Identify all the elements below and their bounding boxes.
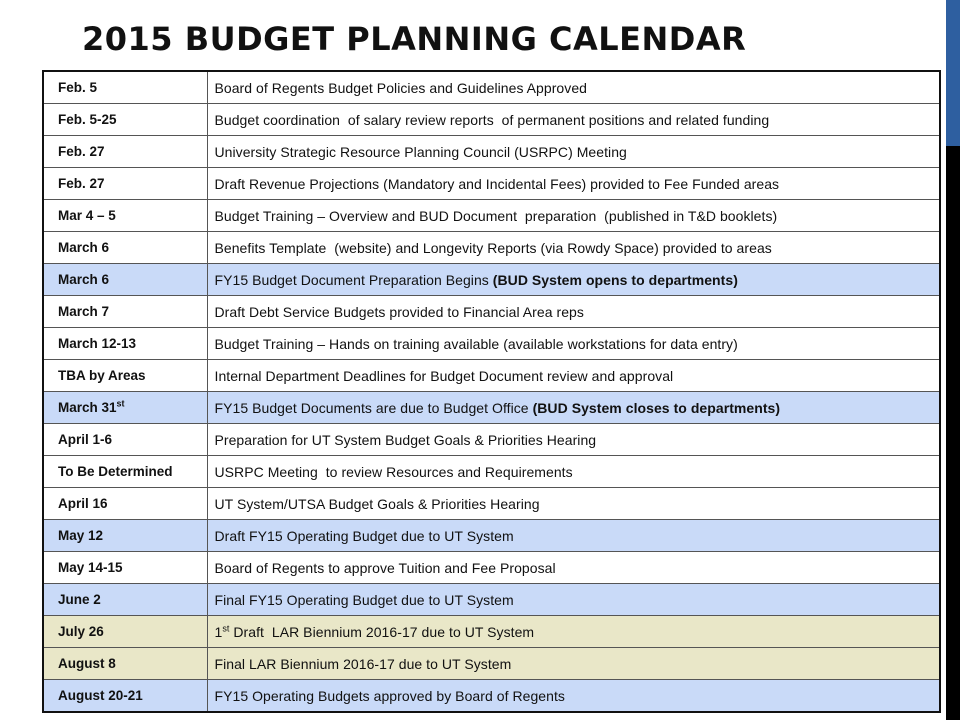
row-date: TBA by Areas — [58, 368, 146, 383]
row-date: April 16 — [58, 496, 108, 511]
row-date: Mar 4 – 5 — [58, 208, 116, 223]
table-row — [43, 360, 940, 392]
row-date: March 31 — [58, 400, 117, 415]
table-row — [43, 520, 940, 552]
calendar-table-wrapper — [42, 70, 939, 712]
row-event: Preparation for UT System Budget Goals & Priorities Hearing — [214, 431, 597, 448]
table-row — [43, 104, 940, 136]
table-row — [43, 264, 940, 296]
row-date-cell — [43, 232, 207, 264]
row-event: Draft FY15 Operating Budget due to UT System — [214, 527, 514, 544]
row-event: Draft Debt Service Budgets provided to Financial Area reps — [214, 303, 584, 320]
calendar-table — [42, 70, 941, 713]
row-date: March 6 — [58, 240, 110, 255]
row-event-cell — [207, 168, 940, 200]
row-date: June 2 — [58, 592, 101, 607]
row-date: Feb. 5 — [58, 80, 98, 95]
table-row — [43, 200, 940, 232]
row-date-cell — [43, 456, 207, 488]
row-event-cell — [207, 584, 940, 616]
row-date-cell — [43, 520, 207, 552]
row-event: Budget Training – Overview and BUD Document preparation (published in T&D booklets) — [214, 207, 778, 224]
row-event-cell — [207, 424, 940, 456]
table-row — [43, 328, 940, 360]
row-event: University Strategic Resource Planning Council (USRPC) Meeting — [214, 143, 627, 160]
row-event-cell — [207, 232, 940, 264]
row-event-cell — [207, 296, 940, 328]
row-date: April 1-6 — [58, 432, 113, 447]
row-event: UT System/UTSA Budget Goals & Priorities Hearing — [214, 495, 540, 512]
row-event-cell — [207, 328, 940, 360]
row-date-cell — [43, 296, 207, 328]
calendar-body — [43, 71, 940, 712]
row-event-cell — [207, 200, 940, 232]
row-date: Feb. 5-25 — [58, 112, 117, 127]
row-date-cell — [43, 424, 207, 456]
row-date-suffix: st — [116, 398, 125, 409]
table-row — [43, 424, 940, 456]
row-date: May 12 — [58, 528, 104, 543]
row-date: July 26 — [58, 624, 104, 639]
row-event-cell — [207, 392, 940, 424]
row-event-cell — [207, 360, 940, 392]
row-event: Budget coordination of salary review reports of permanent positions and related funding — [214, 111, 770, 128]
row-date-cell — [43, 680, 207, 713]
row-date: March 6 — [58, 272, 110, 287]
row-date-cell — [43, 200, 207, 232]
row-date: March 7 — [58, 304, 110, 319]
row-date-cell — [43, 488, 207, 520]
row-date-cell — [43, 360, 207, 392]
row-date: May 14-15 — [58, 560, 123, 575]
table-row — [43, 392, 940, 424]
row-date: August 8 — [58, 656, 116, 671]
table-row — [43, 616, 940, 648]
table-row — [43, 71, 940, 104]
table-row — [43, 488, 940, 520]
accent-bar-bottom — [946, 146, 960, 720]
table-row — [43, 168, 940, 200]
row-date-cell — [43, 168, 207, 200]
row-event: Draft LAR Biennium 2016-17 due to UT System — [229, 623, 535, 640]
table-row — [43, 680, 940, 713]
row-event: FY15 Budget Document Preparation Begins — [214, 271, 493, 288]
row-event-highlight: (BUD System opens to departments) — [492, 271, 738, 288]
row-event-cell — [207, 488, 940, 520]
row-event-prefix: 1 — [214, 623, 223, 640]
table-row — [43, 456, 940, 488]
row-date-cell — [43, 392, 207, 424]
row-event-cell — [207, 680, 940, 713]
row-event: Board of Regents to approve Tuition and Fee Proposal — [214, 559, 556, 576]
table-row — [43, 584, 940, 616]
row-event-cell — [207, 456, 940, 488]
table-row — [43, 296, 940, 328]
row-event-cell — [207, 648, 940, 680]
page-title: 2015 BUDGET PLANNING CALENDAR — [82, 20, 747, 58]
table-row — [43, 136, 940, 168]
row-event-cell — [207, 136, 940, 168]
row-date: August 20-21 — [58, 688, 143, 703]
row-date: To Be Determined — [58, 464, 173, 479]
table-row — [43, 232, 940, 264]
row-date-cell — [43, 328, 207, 360]
row-date-cell — [43, 264, 207, 296]
row-date-cell — [43, 136, 207, 168]
row-event: USRPC Meeting to review Resources and Requirements — [214, 463, 573, 480]
table-row — [43, 648, 940, 680]
row-event-cell — [207, 71, 940, 104]
row-date-cell — [43, 584, 207, 616]
table-row — [43, 552, 940, 584]
row-event: Board of Regents Budget Policies and Guidelines Approved — [214, 79, 587, 96]
row-event: Benefits Template (website) and Longevity Reports (via Rowdy Space) provided to areas — [214, 239, 772, 256]
row-event: Internal Department Deadlines for Budget Document review and approval — [214, 367, 674, 384]
row-date-cell — [43, 104, 207, 136]
row-date-cell — [43, 616, 207, 648]
row-event: Budget Training – Hands on training available (available workstations for data entry) — [214, 335, 738, 352]
accent-bar-top — [946, 0, 960, 146]
row-event-cell — [207, 552, 940, 584]
row-date-cell — [43, 648, 207, 680]
row-event-cell — [207, 264, 940, 296]
row-event-highlight: (BUD System closes to departments) — [532, 399, 781, 416]
row-date-cell — [43, 71, 207, 104]
row-event-cell — [207, 520, 940, 552]
row-date: March 12-13 — [58, 336, 137, 351]
row-event: FY15 Operating Budgets approved by Board of Regents — [214, 687, 565, 704]
row-event-cell — [207, 104, 940, 136]
row-date-cell — [43, 552, 207, 584]
row-event: FY15 Budget Documents are due to Budget Office — [214, 399, 533, 416]
row-event-cell — [207, 616, 940, 648]
row-event: Final FY15 Operating Budget due to UT System — [214, 591, 514, 608]
row-date: Feb. 27 — [58, 144, 105, 159]
row-event-suffix: st — [222, 622, 230, 633]
row-event: Final LAR Biennium 2016-17 due to UT System — [214, 655, 512, 672]
row-date: Feb. 27 — [58, 176, 105, 191]
row-event: Draft Revenue Projections (Mandatory and Incidental Fees) provided to Fee Funded areas — [214, 175, 780, 192]
